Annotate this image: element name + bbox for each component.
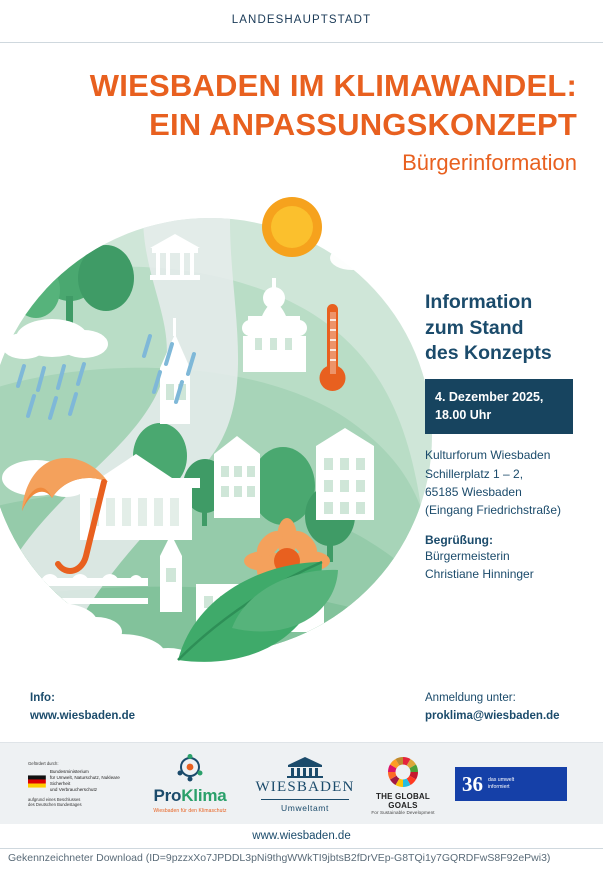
- logo-umwelt-badge: [455, 743, 575, 825]
- bmu-funding-label: Gefördert durch:: [28, 760, 59, 766]
- info-website[interactable]: www.wiesbaden.de: [30, 709, 136, 722]
- cloud-top: [330, 233, 428, 270]
- info-title-line-3: des Konzepts: [425, 342, 552, 365]
- event-date-box: [425, 379, 573, 434]
- logo-wiesbaden: [255, 743, 355, 825]
- sun-icon: [262, 197, 322, 257]
- proklima-mark-icon: [173, 754, 207, 784]
- bmu-name-3: und Verbraucherschutz: [49, 787, 98, 793]
- info-contact-left: [30, 690, 135, 726]
- download-watermark: Gekennzeichneter Download (ID=9pzzxXo7JPDDL3pNi9thgWWkTI9jbtsB2fDrVEp-G8TQi1y7GQRDFwS8F92ePwi3): [8, 852, 551, 864]
- divider-top: [0, 42, 603, 43]
- bmu-name-1: Bundesministerium: [49, 768, 89, 774]
- badge-text: [488, 777, 514, 791]
- umwelt-badge: [455, 767, 567, 801]
- info-title: [425, 290, 590, 367]
- bmu-bundestag-2: des Deutschen Bundestages: [28, 802, 82, 808]
- global-goals-title: THE GLOBAL GOALS: [376, 791, 430, 810]
- event-date: 4. Dezember 2025,: [435, 390, 544, 405]
- page-subtitle: Bürgerinformation: [402, 150, 577, 175]
- tree-group-left: [12, 221, 134, 324]
- venue-city: 65185 Wiesbaden: [425, 484, 522, 499]
- logo-global-goals: [362, 743, 444, 825]
- global-goals-subtitle: For Sustainable Development: [371, 809, 435, 815]
- info-title-line-1: Information: [425, 291, 533, 313]
- info-title-line-2: zum Stand: [425, 316, 524, 339]
- logo-bmu: [28, 743, 124, 825]
- cloud-right: [358, 624, 442, 661]
- headline-line-2: EIN ANPASSUNGSKONZEPT: [149, 107, 577, 143]
- event-time: 18.00 Uhr: [435, 408, 492, 423]
- german-flag-icon: [28, 774, 46, 789]
- badge-number: 36: [462, 771, 483, 796]
- global-goals-wheel-icon: [385, 754, 421, 790]
- info-contact-right: [425, 690, 560, 726]
- divider-bottom: [0, 848, 603, 849]
- event-info-block: [425, 290, 590, 583]
- page-title: [0, 66, 577, 144]
- greeting-name: Christiane Hinninger: [425, 567, 534, 582]
- greeting-label: Begrüßung:: [425, 533, 493, 548]
- wiesbaden-department: Umweltamt: [281, 802, 329, 813]
- proklima-wordmark: [140, 786, 240, 806]
- venue-street: Schillerplatz 1 – 2,: [425, 466, 524, 481]
- signup-label: Anmeldung unter:: [425, 692, 516, 704]
- badge-text-line-2: informiert: [488, 784, 510, 790]
- venue-name: Kulturforum Wiesbaden: [425, 448, 551, 463]
- headline-line-1: WIESBADEN IM KLIMAWANDEL:: [89, 68, 577, 103]
- event-address: [425, 446, 590, 519]
- proklima-pro: Pro: [153, 786, 182, 805]
- kurhaus-building-icon: [282, 756, 328, 778]
- bmu-bundestag-1: aufgrund eines Beschlusses: [28, 797, 81, 803]
- footer-url[interactable]: www.wiesbaden.de: [252, 830, 351, 842]
- signup-email[interactable]: proklima@wiesbaden.de: [425, 709, 560, 722]
- proklima-klima: Klima: [181, 786, 227, 805]
- top-label: LANDESHAUPTSTADT: [231, 14, 372, 26]
- greeting-role: Bürgermeisterin: [425, 549, 510, 564]
- bmu-name-2: für Umwelt, Naturschutz, Nukleare Sicherheit: [49, 774, 120, 786]
- logo-proklima: [140, 743, 240, 825]
- wiesbaden-wordmark: WIESBADEN: [255, 778, 355, 795]
- badge-text-line-1: das umwelt: [488, 776, 515, 783]
- info-label: Info:: [30, 692, 55, 704]
- logo-strip: [0, 742, 603, 824]
- wiesbaden-rule: [261, 799, 349, 800]
- venue-entrance: (Eingang Friedrichstraße): [425, 503, 562, 518]
- proklima-tagline: Wiesbaden für den Klimaschutz: [153, 808, 227, 814]
